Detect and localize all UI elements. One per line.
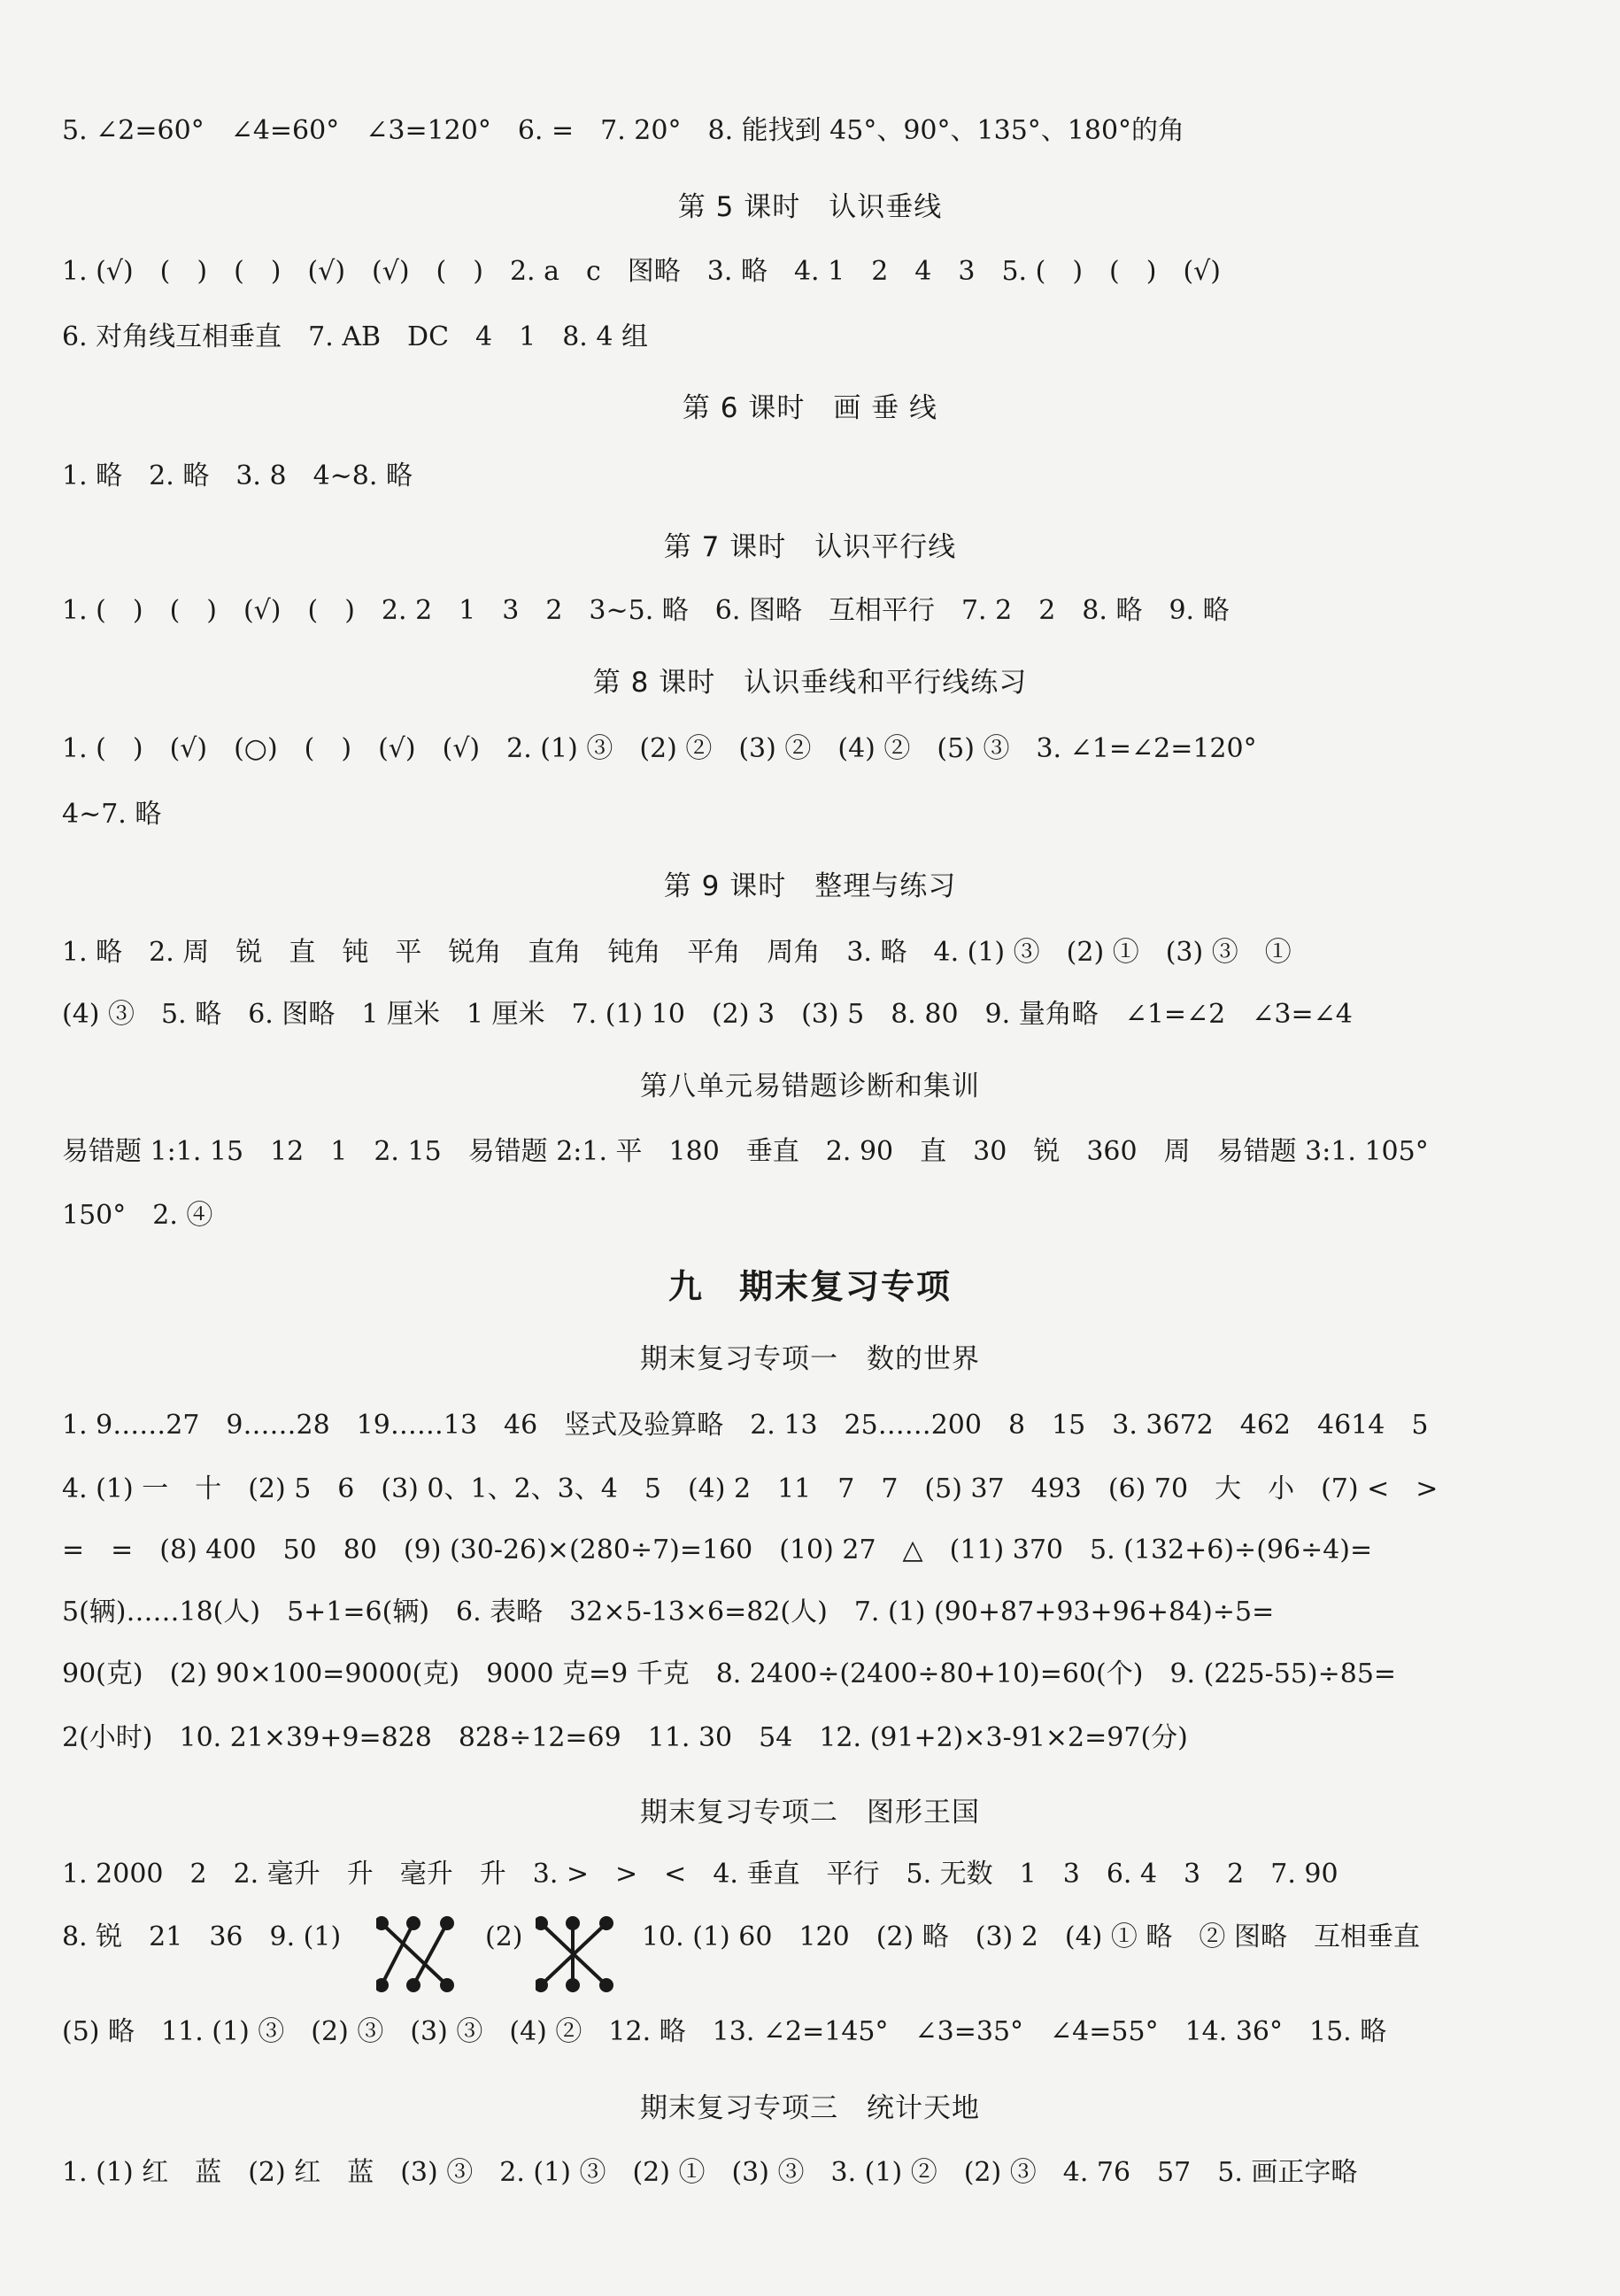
- answer-line: 1. (√) ( ) ( ) (√) (√) ( ) 2. a c 图略 3. 略 4. 1 2 4 3 5. ( ) ( ) (√): [62, 256, 1221, 287]
- answer-line: = = (8) 400 50 80 (9) (30-26)×(280÷7)=160 (10) 27 △ (11) 370 5. (132+6)÷(96÷4)=: [62, 1535, 1373, 1565]
- answer-line: 150° 2. ④: [62, 1200, 213, 1231]
- chapter-title: 九 期末复习专项: [667, 1267, 952, 1306]
- answer-line: 5(辆)……18(人) 5+1=6(辆) 6. 表略 32×5-13×6=82(人) 7. (1) (90+87+93+96+84)÷5=: [62, 1596, 1275, 1627]
- answer-line: 8. 锐 21 36 9. (1): [62, 1921, 342, 1952]
- answer-line: 4~7. 略: [62, 799, 162, 830]
- section-title: 期末复习专项二 图形王国: [640, 1797, 980, 1828]
- line-match-figure-2: [536, 1914, 620, 1994]
- answer-line: 1. 9……27 9……28 19……13 46 竖式及验算略 2. 13 25……200 8 15 3. 3672 462 4614 5: [62, 1410, 1429, 1441]
- section-title: 第 7 课时 认识平行线: [663, 531, 957, 563]
- section-title: 第 5 课时 认识垂线: [677, 191, 943, 223]
- answer-line: 1. ( ) ( ) (√) ( ) 2. 2 1 3 2 3~5. 略 6. 图略 互相平行 7. 2 2 8. 略 9. 略: [62, 595, 1230, 626]
- section-title: 第 6 课时 画 垂 线: [682, 392, 938, 424]
- section-title: 期末复习专项一 数的世界: [640, 1343, 980, 1375]
- answer-line: 1. (1) 红 蓝 (2) 红 蓝 (3) ③ 2. (1) ③ (2) ① (3) ③ 3. (1) ② (2) ③ 4. 76 57 5. 画正字略: [62, 2157, 1358, 2188]
- answer-line: 6. 对角线互相垂直 7. AB DC 4 1 8. 4 组: [62, 321, 648, 352]
- line-match-figure-1: [376, 1914, 482, 1994]
- section-title: 期末复习专项三 统计天地: [640, 2092, 980, 2124]
- answer-line: 2(小时) 10. 21×39+9=828 828÷12=69 11. 30 54 12. (91+2)×3-91×2=97(分): [62, 1722, 1188, 1753]
- section-title: 第 8 课时 认识垂线和平行线练习: [592, 667, 1028, 699]
- answer-line: 1. ( ) (√) (○) ( ) (√) (√) 2. (1) ③ (2) ② (3) ② (4) ② (5) ③ 3. ∠1=∠2=120°: [62, 733, 1257, 764]
- answer-line: 5. ∠2=60° ∠4=60° ∠3=120° 6. = 7. 20° 8. 能找到 45°、90°、135°、180°的角: [62, 115, 1185, 146]
- answer-line: 1. 略 2. 周 锐 直 钝 平 锐角 直角 钝角 平角 周角 3. 略 4. (1) ③ (2) ① (3) ③ ①: [62, 937, 1292, 968]
- answer-line: 90(克) (2) 90×100=9000(克) 9000 克=9 千克 8. 2400÷(2400÷80+10)=60(个) 9. (225-55)÷85=: [62, 1658, 1397, 1689]
- section-title: 第八单元易错题诊断和集训: [640, 1071, 980, 1102]
- answer-line: 1. 略 2. 略 3. 8 4~8. 略: [62, 460, 413, 491]
- section-title: 第 9 课时 整理与练习: [663, 870, 957, 902]
- answer-line: (4) ③ 5. 略 6. 图略 1 厘米 1 厘米 7. (1) 10 (2) 3 (3) 5 8. 80 9. 量角略 ∠1=∠2 ∠3=∠4: [62, 999, 1353, 1030]
- answer-line: (2): [485, 1921, 523, 1952]
- answer-line: 易错题 1:1. 15 12 1 2. 15 易错题 2:1. 平 180 垂直 2. 90 直 30 锐 360 周 易错题 3:1. 105°: [62, 1136, 1429, 1167]
- answer-line: (5) 略 11. (1) ③ (2) ③ (3) ③ (4) ② 12. 略 13. ∠2=145° ∠3=35° ∠4=55° 14. 36° 15. 略: [62, 2016, 1387, 2047]
- answer-line: 10. (1) 60 120 (2) 略 (3) 2 (4) ① 略 ② 图略 互相垂直: [642, 1921, 1420, 1952]
- answer-line: 4. (1) 一 十 (2) 5 6 (3) 0、1、2、3、4 5 (4) 2 11 7 7 (5) 37 493 (6) 70 大 小 (7) < >: [62, 1473, 1439, 1504]
- answer-line: 1. 2000 2 2. 毫升 升 毫升 升 3. > > < 4. 垂直 平行 5. 无数 1 3 6. 4 3 2 7. 90: [62, 1859, 1338, 1890]
